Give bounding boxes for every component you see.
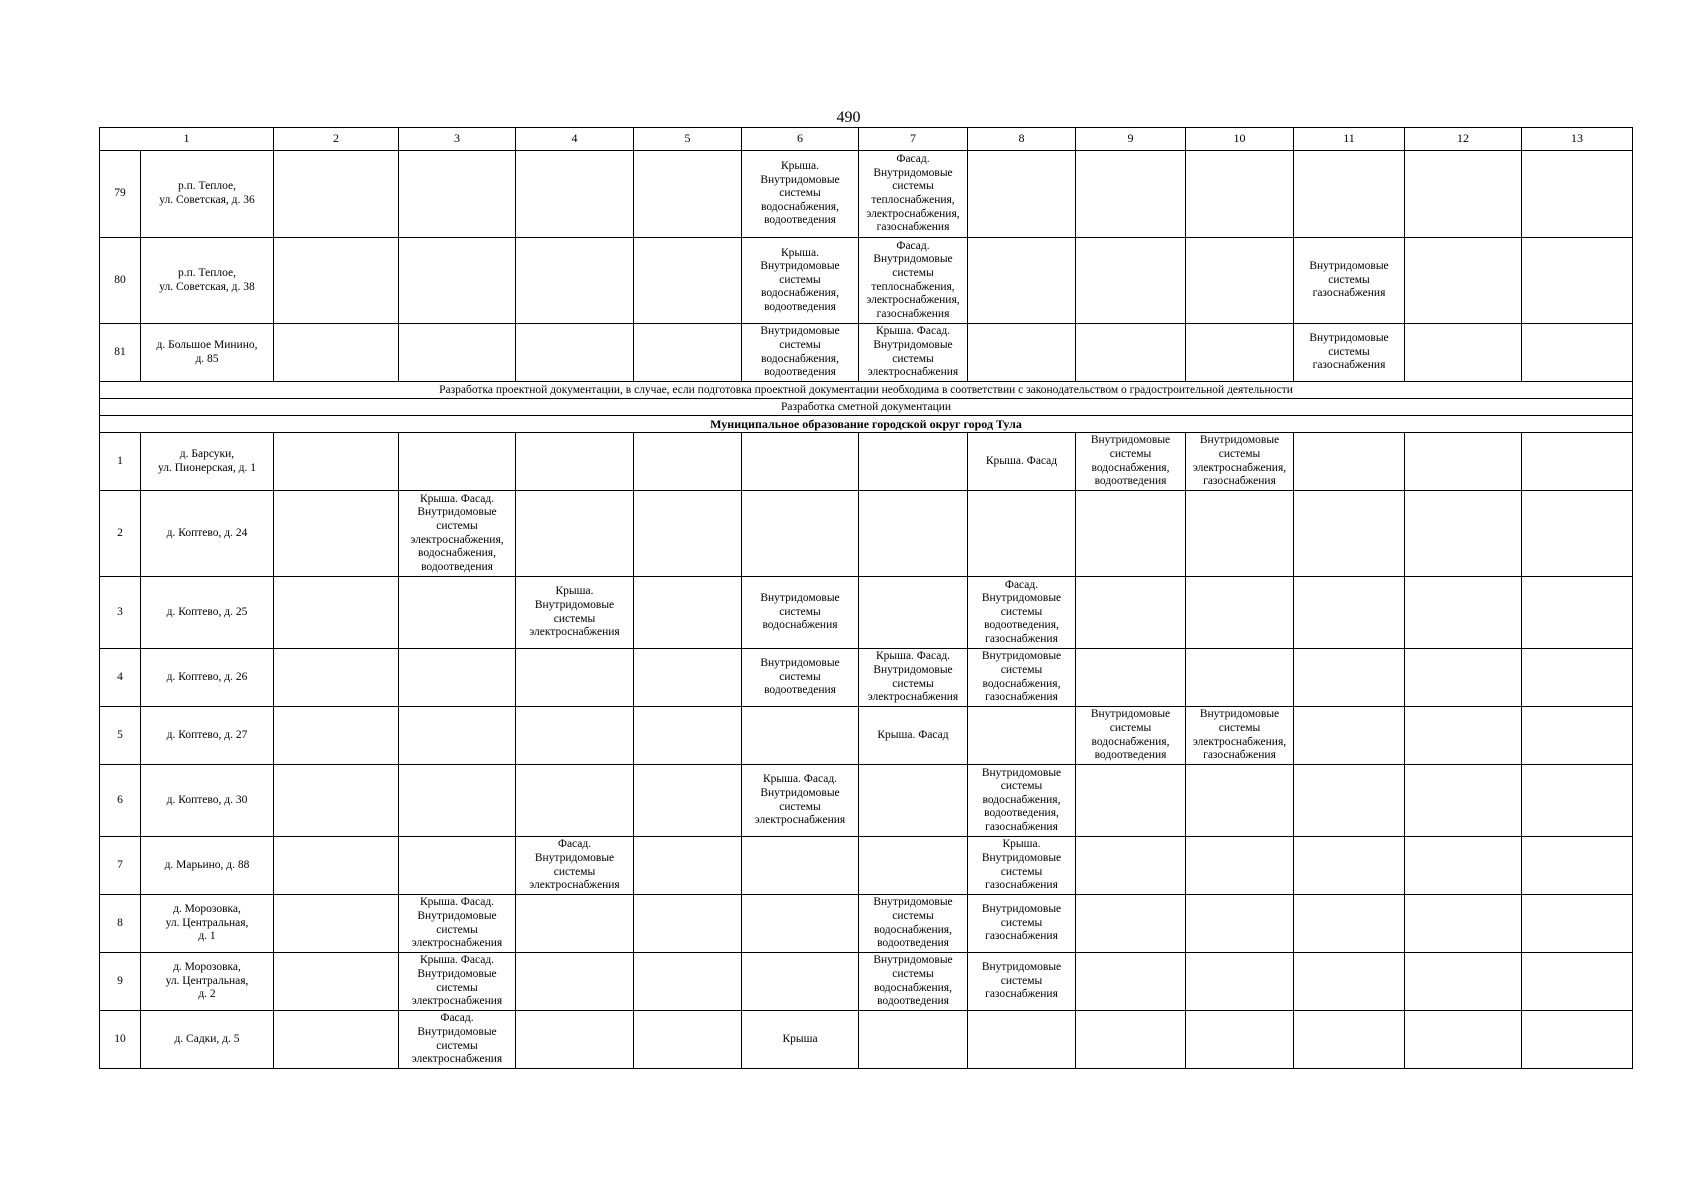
work-cell — [1522, 649, 1633, 707]
work-cell — [1522, 577, 1633, 649]
work-cell: Внутридомовые системы газоснабжения — [1294, 238, 1405, 324]
work-cell — [1186, 953, 1294, 1011]
work-cell — [634, 1011, 742, 1069]
work-cell — [1522, 238, 1633, 324]
work-cell — [1186, 1011, 1294, 1069]
column-number-cell: 7 — [859, 128, 968, 151]
works-table — [99, 127, 1633, 1069]
address-cell: д. Коптево, д. 27 — [141, 707, 274, 765]
work-cell — [742, 433, 859, 491]
address-cell: д. Коптево, д. 26 — [141, 649, 274, 707]
work-cell: Фасад. Внутридомовые системы водоотведения, газоснабжения — [968, 577, 1076, 649]
row-number-cell: 79 — [100, 151, 141, 238]
work-cell — [1076, 895, 1186, 953]
work-cell: Крыша. Фасад. Внутридомовые системы электроснабжения — [859, 324, 968, 382]
column-number-cell: 2 — [274, 128, 399, 151]
address-cell: д. Коптево, д. 24 — [141, 491, 274, 577]
work-cell — [968, 324, 1076, 382]
work-cell: Внутридомовые системы водоснабжения, водоотведения, газоснабжения — [968, 765, 1076, 837]
work-cell — [1076, 1011, 1186, 1069]
work-cell: Фасад. Внутридомовые системы электроснабжения — [399, 1011, 516, 1069]
work-cell — [399, 837, 516, 895]
work-cell — [516, 895, 634, 953]
work-cell — [634, 151, 742, 238]
work-cell: Внутридомовые системы водоотведения — [742, 649, 859, 707]
work-cell — [399, 151, 516, 238]
row-number-cell: 6 — [100, 765, 141, 837]
work-cell — [1405, 577, 1522, 649]
work-cell — [516, 238, 634, 324]
work-cell — [399, 238, 516, 324]
work-cell — [274, 953, 399, 1011]
work-cell — [1294, 491, 1405, 577]
work-cell: Внутридомовые системы электроснабжения, газоснабжения — [1186, 433, 1294, 491]
table-row — [100, 707, 1633, 765]
work-cell — [634, 433, 742, 491]
section-heading-row — [100, 382, 1633, 399]
work-cell — [742, 491, 859, 577]
work-cell — [1294, 151, 1405, 238]
work-cell: Внутридомовые системы водоснабжения, газоснабжения — [968, 649, 1076, 707]
work-cell — [1522, 433, 1633, 491]
work-cell: Крыша. Внутридомовые системы водоснабжения, водоотведения — [742, 151, 859, 238]
work-cell — [1522, 707, 1633, 765]
row-number-cell: 80 — [100, 238, 141, 324]
work-cell — [1186, 837, 1294, 895]
work-cell — [634, 953, 742, 1011]
work-cell — [1294, 895, 1405, 953]
work-cell: Крыша. Фасад. Внутридомовые системы электроснабжения — [399, 953, 516, 1011]
work-cell — [1522, 151, 1633, 238]
work-cell — [1186, 577, 1294, 649]
work-cell: Внутридомовые системы водоснабжения, водоотведения — [1076, 433, 1186, 491]
work-cell — [742, 707, 859, 765]
table-row — [100, 895, 1633, 953]
work-cell — [274, 238, 399, 324]
work-cell — [1522, 953, 1633, 1011]
work-cell — [1294, 707, 1405, 765]
work-cell — [634, 649, 742, 707]
row-number-cell: 1 — [100, 433, 141, 491]
work-cell — [859, 433, 968, 491]
column-number-cell: 5 — [634, 128, 742, 151]
work-cell — [634, 324, 742, 382]
table-row — [100, 433, 1633, 491]
work-cell — [1186, 324, 1294, 382]
work-cell — [1076, 491, 1186, 577]
work-cell — [1294, 433, 1405, 491]
work-cell — [1522, 324, 1633, 382]
address-cell: д. Коптево, д. 25 — [141, 577, 274, 649]
work-cell: Внутридомовые системы газоснабжения — [968, 895, 1076, 953]
work-cell — [1294, 953, 1405, 1011]
column-number-cell: 3 — [399, 128, 516, 151]
work-cell — [399, 324, 516, 382]
work-cell — [274, 433, 399, 491]
work-cell — [634, 491, 742, 577]
table-row — [100, 491, 1633, 577]
section-heading-cell: Разработка сметной документации — [100, 399, 1633, 416]
work-cell — [1405, 491, 1522, 577]
work-cell — [516, 324, 634, 382]
work-cell: Крыша. Фасад. Внутридомовые системы электроснабжения — [742, 765, 859, 837]
work-cell: Фасад. Внутридомовые системы электроснабжения — [516, 837, 634, 895]
work-cell — [968, 1011, 1076, 1069]
table-row — [100, 577, 1633, 649]
address-cell: д. Морозовка, ул. Центральная, д. 1 — [141, 895, 274, 953]
page-number: 490 — [836, 109, 861, 126]
work-cell — [1522, 837, 1633, 895]
work-cell — [274, 649, 399, 707]
work-cell: Внутридомовые системы водоснабжения, водоотведения — [742, 324, 859, 382]
work-cell — [1076, 953, 1186, 1011]
work-cell — [1405, 324, 1522, 382]
column-number-cell: 10 — [1186, 128, 1294, 151]
work-cell — [634, 238, 742, 324]
table-row — [100, 953, 1633, 1011]
table-row — [100, 324, 1633, 382]
work-cell — [516, 433, 634, 491]
work-cell — [516, 1011, 634, 1069]
work-cell: Внутридомовые системы водоснабжения, водоотведения — [859, 953, 968, 1011]
work-cell — [1186, 765, 1294, 837]
work-cell — [399, 577, 516, 649]
work-cell — [634, 765, 742, 837]
work-cell — [859, 765, 968, 837]
work-cell: Фасад. Внутридомовые системы теплоснабжения, электроснабжения, газоснабжения — [859, 238, 968, 324]
work-cell — [1076, 324, 1186, 382]
work-cell — [516, 649, 634, 707]
address-cell: д. Морозовка, ул. Центральная, д. 2 — [141, 953, 274, 1011]
address-cell: д. Большое Минино, д. 85 — [141, 324, 274, 382]
work-cell — [742, 837, 859, 895]
address-cell: д. Садки, д. 5 — [141, 1011, 274, 1069]
work-cell — [399, 649, 516, 707]
section-heading-cell: Разработка проектной документации, в случае, если подготовка проектной документации необходима в соответствии с законодательством о градостроительной деятельности — [100, 382, 1633, 399]
work-cell — [1522, 765, 1633, 837]
table-row — [100, 765, 1633, 837]
work-cell — [516, 765, 634, 837]
column-number-cell: 8 — [968, 128, 1076, 151]
work-cell — [1076, 837, 1186, 895]
work-cell — [399, 433, 516, 491]
address-cell: д. Барсуки, ул. Пионерская, д. 1 — [141, 433, 274, 491]
work-cell — [968, 707, 1076, 765]
work-cell — [516, 953, 634, 1011]
work-cell: Крыша. Фасад — [968, 433, 1076, 491]
work-cell — [968, 491, 1076, 577]
work-cell — [274, 765, 399, 837]
work-cell — [634, 707, 742, 765]
work-cell — [1076, 577, 1186, 649]
row-number-cell: 8 — [100, 895, 141, 953]
work-cell — [634, 837, 742, 895]
work-cell — [1522, 1011, 1633, 1069]
work-cell — [1294, 649, 1405, 707]
work-cell — [1294, 1011, 1405, 1069]
table-row — [100, 837, 1633, 895]
work-cell: Крыша. Фасад — [859, 707, 968, 765]
work-cell — [742, 953, 859, 1011]
work-cell — [274, 895, 399, 953]
work-cell — [274, 837, 399, 895]
work-cell: Крыша. Фасад. Внутридомовые системы электроснабжения — [859, 649, 968, 707]
row-number-cell: 4 — [100, 649, 141, 707]
work-cell — [1405, 433, 1522, 491]
work-cell — [742, 895, 859, 953]
work-cell — [634, 577, 742, 649]
work-cell: Внутридомовые системы газоснабжения — [1294, 324, 1405, 382]
work-cell — [1405, 953, 1522, 1011]
work-cell — [634, 895, 742, 953]
work-cell — [274, 1011, 399, 1069]
work-cell — [1076, 151, 1186, 238]
work-cell — [274, 151, 399, 238]
work-cell — [1294, 765, 1405, 837]
row-number-cell: 81 — [100, 324, 141, 382]
work-cell — [968, 151, 1076, 238]
address-cell: д. Коптево, д. 30 — [141, 765, 274, 837]
work-cell — [1405, 837, 1522, 895]
work-cell: Крыша. Фасад. Внутридомовые системы электроснабжения, водоснабжения, водоотведения — [399, 491, 516, 577]
address-cell: д. Марьино, д. 88 — [141, 837, 274, 895]
work-cell — [516, 707, 634, 765]
row-number-cell: 5 — [100, 707, 141, 765]
work-cell: Фасад. Внутридомовые системы теплоснабжения, электроснабжения, газоснабжения — [859, 151, 968, 238]
row-number-cell: 3 — [100, 577, 141, 649]
work-cell — [1405, 707, 1522, 765]
column-number-cell: 1 — [100, 128, 274, 151]
row-number-cell: 10 — [100, 1011, 141, 1069]
work-cell — [1405, 765, 1522, 837]
table-row — [100, 649, 1633, 707]
work-cell — [1405, 238, 1522, 324]
work-cell: Крыша. Внутридомовые системы водоснабжения, водоотведения — [742, 238, 859, 324]
work-cell — [399, 765, 516, 837]
work-cell — [1522, 491, 1633, 577]
work-cell — [1186, 491, 1294, 577]
work-cell — [859, 837, 968, 895]
work-cell: Крыша — [742, 1011, 859, 1069]
work-cell — [274, 491, 399, 577]
row-number-cell: 7 — [100, 837, 141, 895]
table-row — [100, 1011, 1633, 1069]
column-number-cell: 6 — [742, 128, 859, 151]
work-cell — [1405, 151, 1522, 238]
work-cell: Крыша. Внутридомовые системы электроснабжения — [516, 577, 634, 649]
table-row — [100, 238, 1633, 324]
work-cell — [274, 577, 399, 649]
section-heading-cell: Муниципальное образование городской округ город Тула — [100, 416, 1633, 433]
column-number-cell: 13 — [1522, 128, 1633, 151]
work-cell — [859, 1011, 968, 1069]
address-cell: р.п. Теплое, ул. Советская, д. 36 — [141, 151, 274, 238]
column-number-cell: 4 — [516, 128, 634, 151]
work-cell: Внутридомовые системы водоснабжения, водоотведения — [1076, 707, 1186, 765]
municipality-heading-row — [100, 416, 1633, 433]
work-cell — [859, 577, 968, 649]
column-number-row — [100, 128, 1633, 151]
work-cell — [1294, 837, 1405, 895]
work-cell — [399, 707, 516, 765]
work-cell: Внутридомовые системы водоснабжения — [742, 577, 859, 649]
work-cell — [1405, 1011, 1522, 1069]
column-number-cell: 11 — [1294, 128, 1405, 151]
work-cell — [1076, 238, 1186, 324]
table-row — [100, 151, 1633, 238]
work-cell: Крыша. Фасад. Внутридомовые системы электроснабжения — [399, 895, 516, 953]
work-cell — [1522, 895, 1633, 953]
work-cell — [1076, 765, 1186, 837]
section-heading-row — [100, 399, 1633, 416]
work-cell — [1405, 895, 1522, 953]
work-cell — [274, 707, 399, 765]
column-number-cell: 9 — [1076, 128, 1186, 151]
work-cell: Внутридомовые системы газоснабжения — [968, 953, 1076, 1011]
work-cell — [1294, 577, 1405, 649]
work-cell — [859, 491, 968, 577]
work-cell — [1186, 238, 1294, 324]
work-cell — [516, 151, 634, 238]
work-cell: Крыша. Внутридомовые системы газоснабжения — [968, 837, 1076, 895]
work-cell — [516, 491, 634, 577]
row-number-cell: 9 — [100, 953, 141, 1011]
work-cell — [968, 238, 1076, 324]
address-cell: р.п. Теплое, ул. Советская, д. 38 — [141, 238, 274, 324]
table-body — [100, 128, 1633, 1069]
work-cell — [1186, 151, 1294, 238]
work-cell — [1186, 649, 1294, 707]
work-cell — [1186, 895, 1294, 953]
work-cell: Внутридомовые системы электроснабжения, газоснабжения — [1186, 707, 1294, 765]
work-cell — [1405, 649, 1522, 707]
row-number-cell: 2 — [100, 491, 141, 577]
work-cell: Внутридомовые системы водоснабжения, водоотведения — [859, 895, 968, 953]
work-cell — [274, 324, 399, 382]
column-number-cell: 12 — [1405, 128, 1522, 151]
work-cell — [1076, 649, 1186, 707]
